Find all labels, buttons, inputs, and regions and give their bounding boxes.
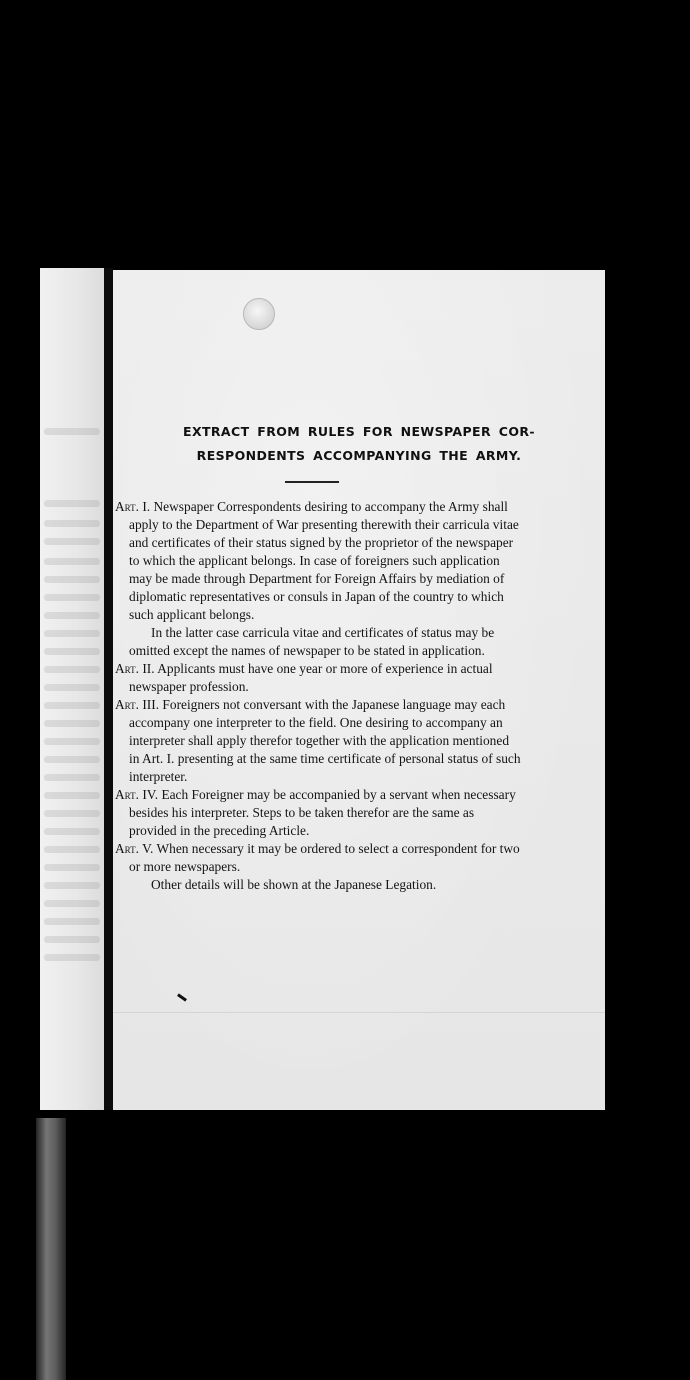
article-text: Each Foreigner may be accompanied by a servant when necessary besides his interpreter. Steps to be taken therefor are the same as provided in the preceding Article. <box>129 787 516 838</box>
ink-speck <box>177 993 187 1001</box>
article-1-continuation <box>115 624 521 660</box>
article-4 <box>115 786 521 840</box>
title-line-2: RESPONDENTS ACCOMPANYING THE ARMY. <box>196 448 522 463</box>
document-page <box>113 270 605 1110</box>
rules-body <box>115 498 521 894</box>
page-bottom-line <box>113 1012 605 1013</box>
article-1 <box>115 498 521 624</box>
article-2 <box>115 660 521 696</box>
article-text: Foreigners not conversant with the Japanese language may each accompany one interpreter to the field. One desiring to accompany an interpreter shall apply therefor together with the application mentioned in Art. I. presenting at the same time certificate of personal status of such interpreter. <box>129 697 521 784</box>
article-3 <box>115 696 521 786</box>
article-text: When necessary it may be ordered to select a correspondent for two or more newspapers. <box>129 841 520 874</box>
facing-page-edge <box>40 268 104 1110</box>
article-label: Art. V. <box>115 841 154 856</box>
punch-hole <box>243 298 275 330</box>
article-5 <box>115 840 521 876</box>
document-title <box>113 420 605 468</box>
closing-note <box>115 876 521 894</box>
article-text: Applicants must have one year or more of experience in actual newspaper profession. <box>129 661 493 694</box>
article-label: Art. IV. <box>115 787 159 802</box>
title-rule <box>285 481 339 483</box>
article-label: Art. II. <box>115 661 155 676</box>
title-line-1: EXTRACT FROM RULES FOR NEWSPAPER COR- <box>183 424 535 439</box>
binding-gutter <box>104 268 113 1110</box>
article-label: Art. III. <box>115 697 160 712</box>
film-strip-edge <box>36 1118 66 1380</box>
article-text: In the latter case carricula vitae and certificates of status may be omitted except the names of newspaper to be stated in application. <box>129 625 495 658</box>
article-text: Newspaper Correspondents desiring to accompany the Army shall apply to the Department of War presenting therewith their carricula vitae and certificates of their status signed by the proprietor of the newspaper to which the applicant belongs. In case of foreigners such application may be made through Department for Foreign Affairs by mediation of diplomatic representatives or consuls in Japan of the country to which such applicant belongs. <box>129 499 519 622</box>
closing-text: Other details will be shown at the Japanese Legation. <box>151 877 437 892</box>
article-label: Art. I. <box>115 499 151 514</box>
